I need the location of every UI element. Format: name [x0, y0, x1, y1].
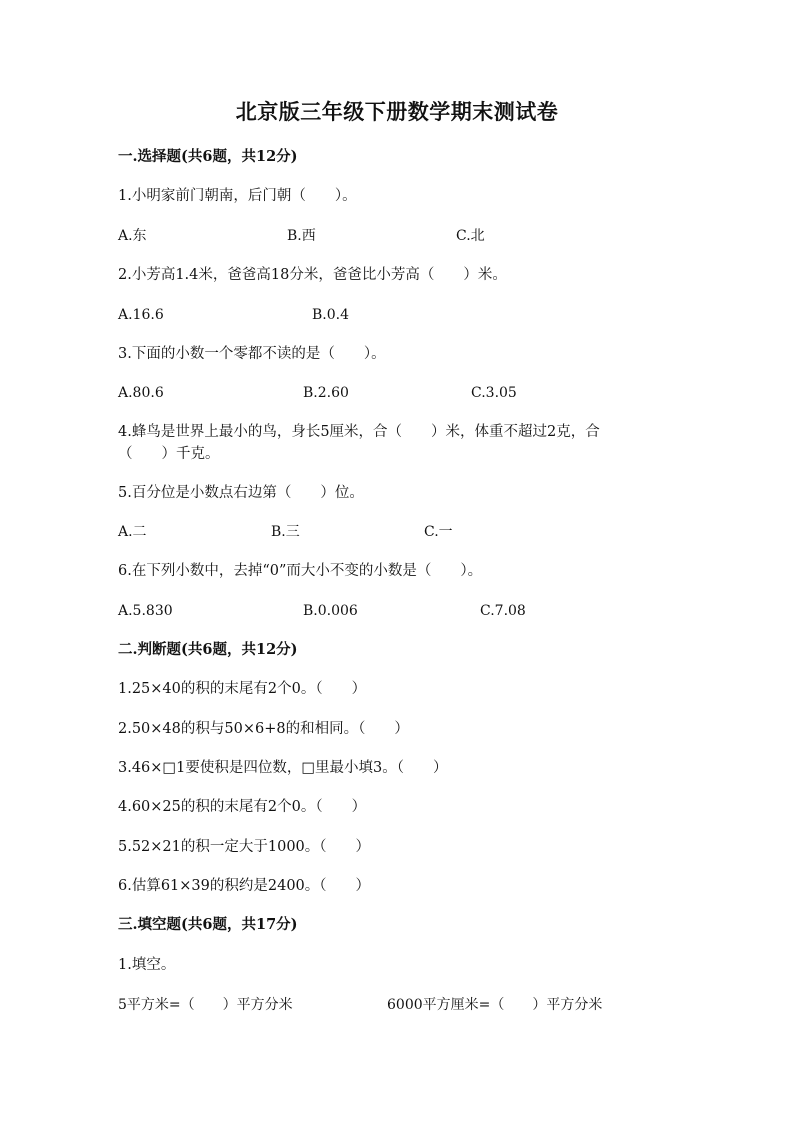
- question-text: 5.52×21的积一定大于1000。（ ）: [118, 839, 371, 855]
- fill-item: 5平方米=（ ）平方分米: [118, 997, 293, 1013]
- section-heading-choice: 一.选择题(共6题，共12分): [118, 148, 298, 165]
- option-c: C.3.05: [471, 385, 517, 401]
- option-b: B.0.006: [303, 603, 358, 619]
- question-text: 1.小明家前门朝南，后门朝（ ）。: [118, 188, 357, 204]
- option-b: B.0.4: [312, 307, 350, 323]
- question-text: 4.60×25的积的末尾有2个0。（ ）: [118, 799, 367, 815]
- question-text: 3.下面的小数一个零都不读的是（ ）。: [118, 346, 386, 362]
- section-heading-fill: 三.填空题(共6题，共17分): [118, 916, 298, 933]
- option-b: B.2.60: [303, 385, 349, 401]
- option-a: A.东: [118, 228, 147, 244]
- option-c: C.7.08: [480, 603, 526, 619]
- option-a: A.二: [118, 524, 147, 540]
- question-text: 2.50×48的积与50×6+8的和相同。（ ）: [118, 721, 409, 737]
- exam-title: 北京版三年级下册数学期末测试卷: [235, 99, 559, 124]
- option-a: A.80.6: [118, 385, 164, 401]
- question-text: 6.估算61×39的积约是2400。（ ）: [118, 878, 371, 894]
- question-text: 3.46×□1要使积是四位数，□里最小填3。（ ）: [118, 760, 448, 776]
- option-c: C.北: [456, 228, 485, 244]
- option-c: C.一: [424, 524, 453, 540]
- option-a: A.5.830: [118, 603, 173, 619]
- option-a: A.16.6: [118, 307, 164, 323]
- fill-item: 6000平方厘米=（ ）平方分米: [387, 997, 603, 1013]
- question-text: 5.百分位是小数点右边第（ ）位。: [118, 485, 364, 501]
- option-b: B.三: [271, 524, 300, 540]
- section-heading-judgment: 二.判断题(共6题，共12分): [118, 641, 298, 658]
- question-text: 4.蜂鸟是世界上最小的鸟，身长5厘米，合（ ）米，体重不超过2克，合: [118, 424, 600, 440]
- question-text: 6.在下列小数中，去掉“0”而大小不变的小数是（ ）。: [118, 563, 483, 579]
- question-text: 1.25×40的积的末尾有2个0。（ ）: [118, 681, 367, 697]
- option-b: B.西: [287, 228, 316, 244]
- question-text: 2.小芳高1.4米，爸爸高18分米，爸爸比小芳高（ ）米。: [118, 267, 507, 283]
- question-text-continued: （ ）千克。: [118, 446, 220, 462]
- question-text: 1.填空。: [118, 957, 176, 973]
